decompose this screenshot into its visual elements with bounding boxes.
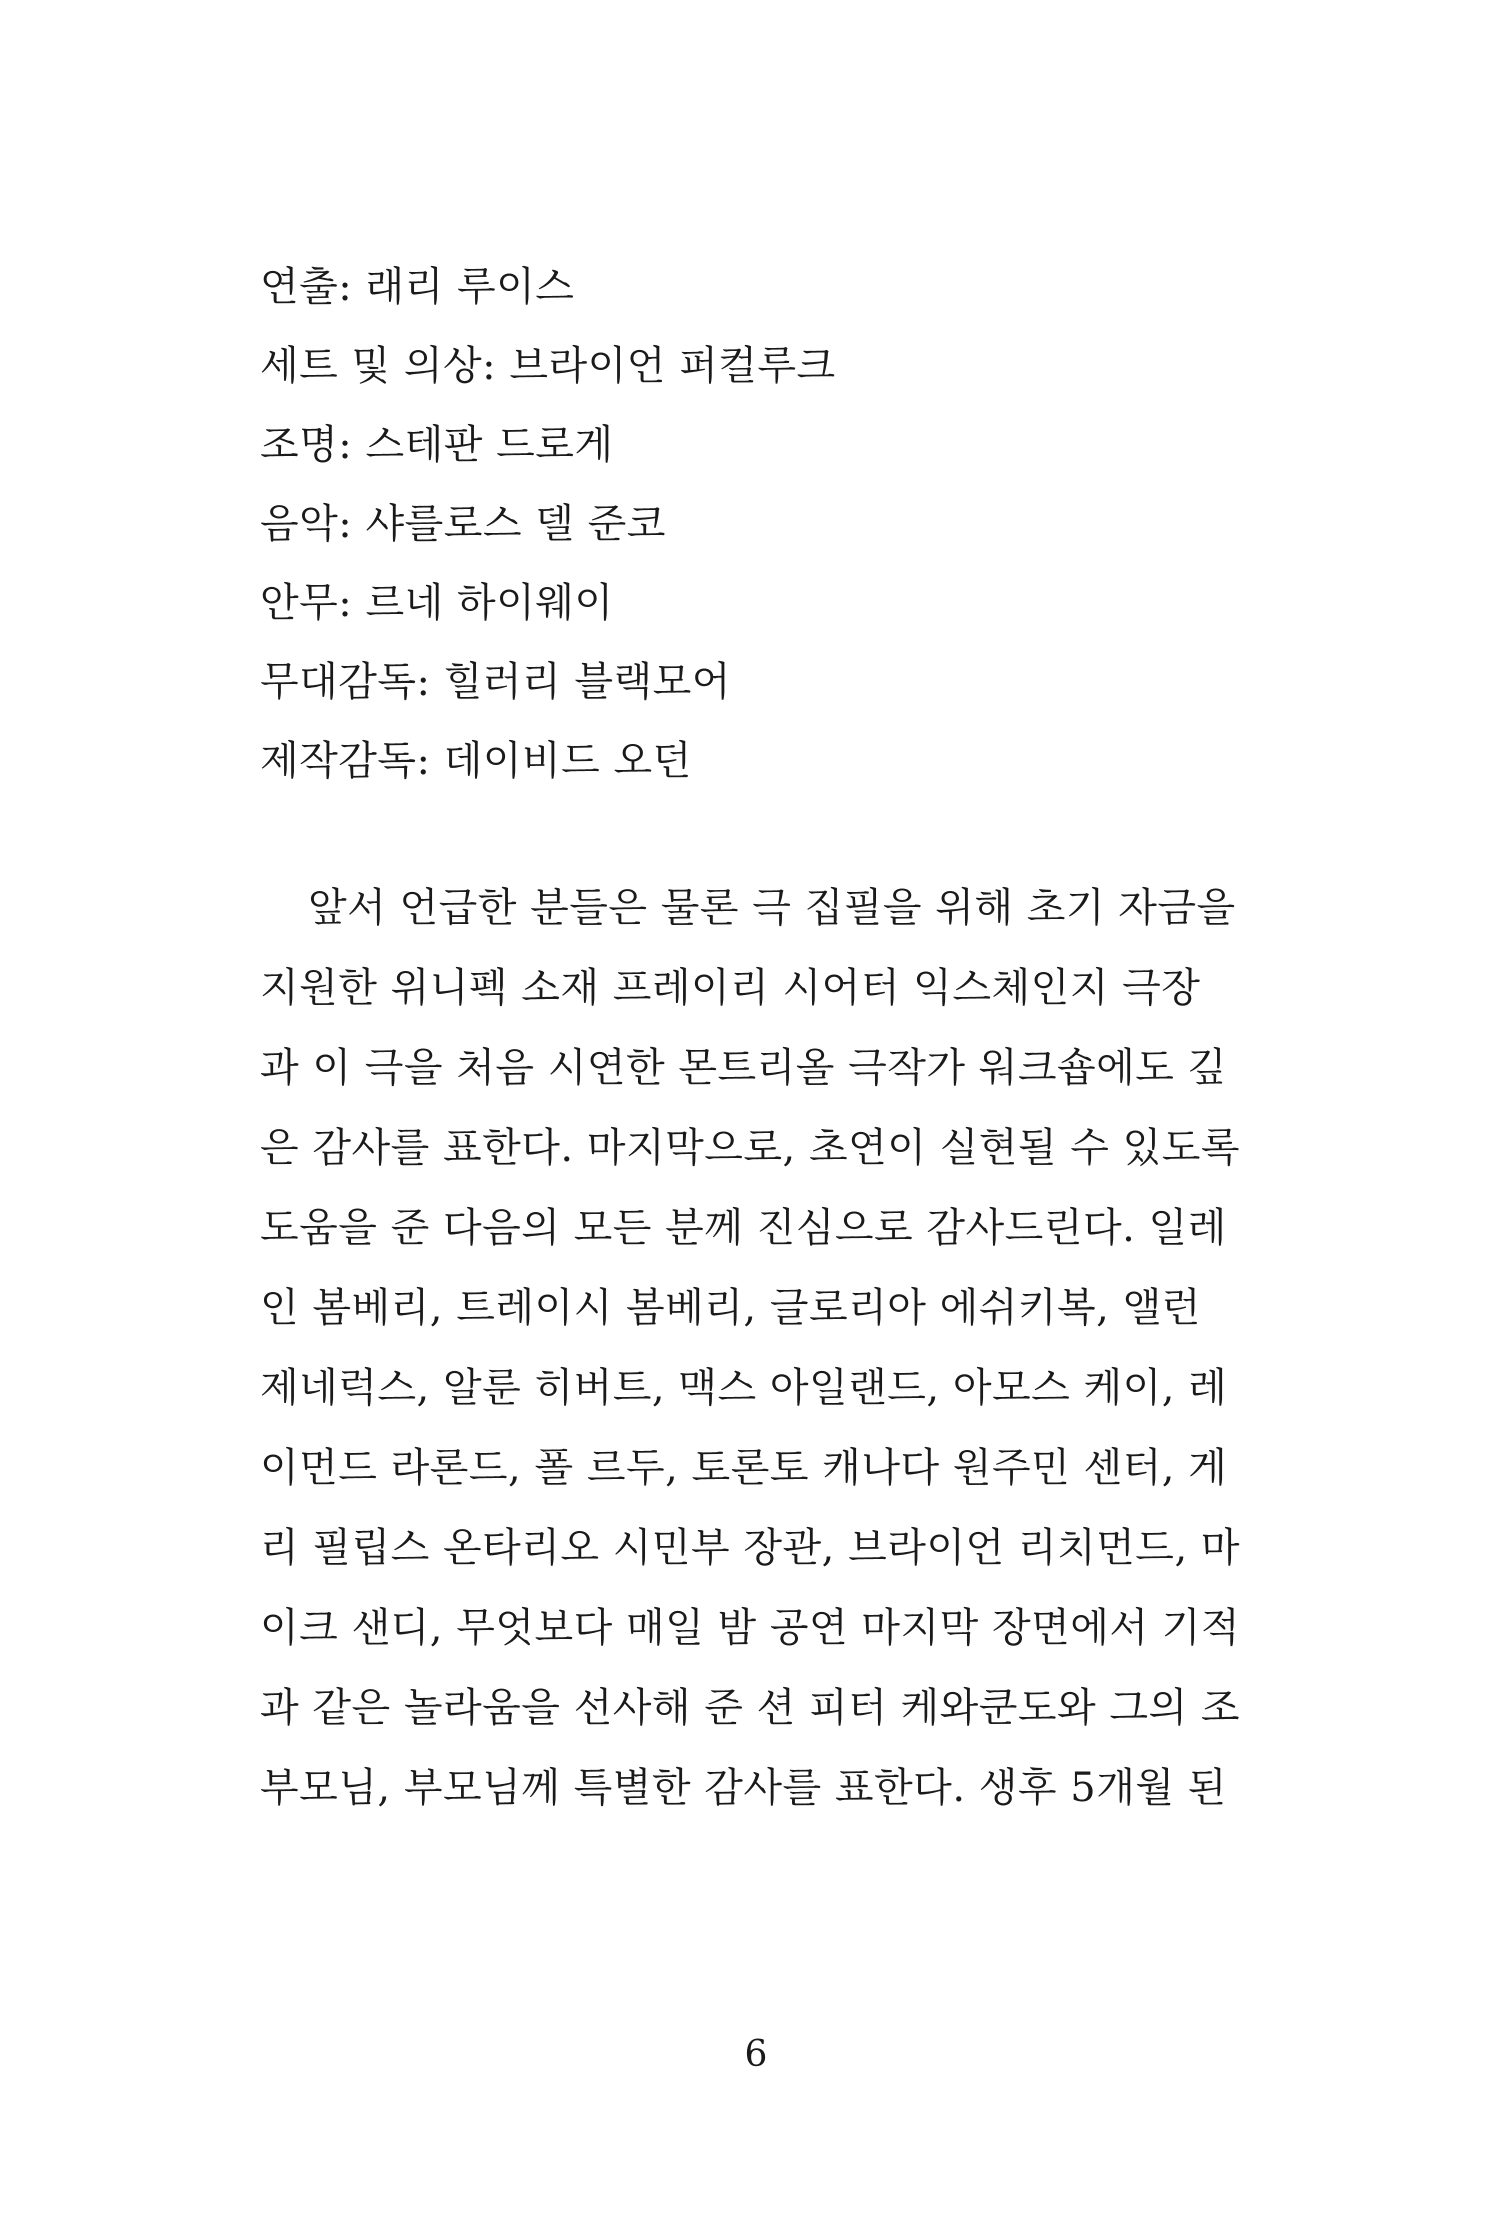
paragraph-line: 부모님, 부모님께 특별한 감사를 표한다. 생후 5개월 된 [260,1765,1227,1811]
paragraph-line: 지원한 위니펙 소재 프레이리 시어터 익스체인지 극장 [260,965,1201,1011]
paragraph-line: 도움을 준 다음의 모든 분께 진심으로 감사드린다. 일레 [260,1205,1227,1251]
paragraph-line: 제네럭스, 알룬 히버트, 맥스 아일랜드, 아모스 케이, 레 [260,1365,1228,1411]
credit-music: 음악: 샤를로스 델 준코 [260,501,666,547]
paragraph-line: 앞서 언급한 분들은 물론 극 집필을 위해 초기 자금을 [308,885,1236,931]
credit-production-manager: 제작감독: 데이비드 오던 [260,738,692,784]
paragraph-line: 과 같은 놀라움을 선사해 준 션 피터 케와쿤도와 그의 조 [260,1685,1241,1731]
acknowledgements-paragraph [260,868,1241,1828]
credits-list [260,248,1260,801]
paragraph-line: 과 이 극을 처음 시연한 몬트리올 극작가 워크숍에도 깊 [260,1045,1227,1091]
credit-choreography: 안무: 르네 하이웨이 [260,580,614,626]
paragraph-line: 이크 샌디, 무엇보다 매일 밤 공연 마지막 장면에서 기적 [260,1605,1241,1651]
credit-lighting: 조명: 스테판 드로게 [260,422,614,468]
credit-set-costume: 세트 및 의상: 브라이언 퍼컬루크 [260,343,836,389]
credit-director: 연출: 래리 루이스 [260,264,575,310]
page-number: 6 [744,2034,768,2075]
paragraph-line: 인 봄베리, 트레이시 봄베리, 글로리아 에쉬키복, 앨런 [260,1285,1201,1331]
credit-stage-manager: 무대감독: 힐러리 블랙모어 [260,659,731,705]
paragraph-line: 은 감사를 표한다. 마지막으로, 초연이 실현될 수 있도록 [260,1125,1241,1171]
paragraph-line: 리 필립스 온타리오 시민부 장관, 브라이언 리치먼드, 마 [260,1525,1241,1571]
paragraph-line: 이먼드 라론드, 폴 르두, 토론토 캐나다 원주민 센터, 게 [260,1445,1228,1491]
